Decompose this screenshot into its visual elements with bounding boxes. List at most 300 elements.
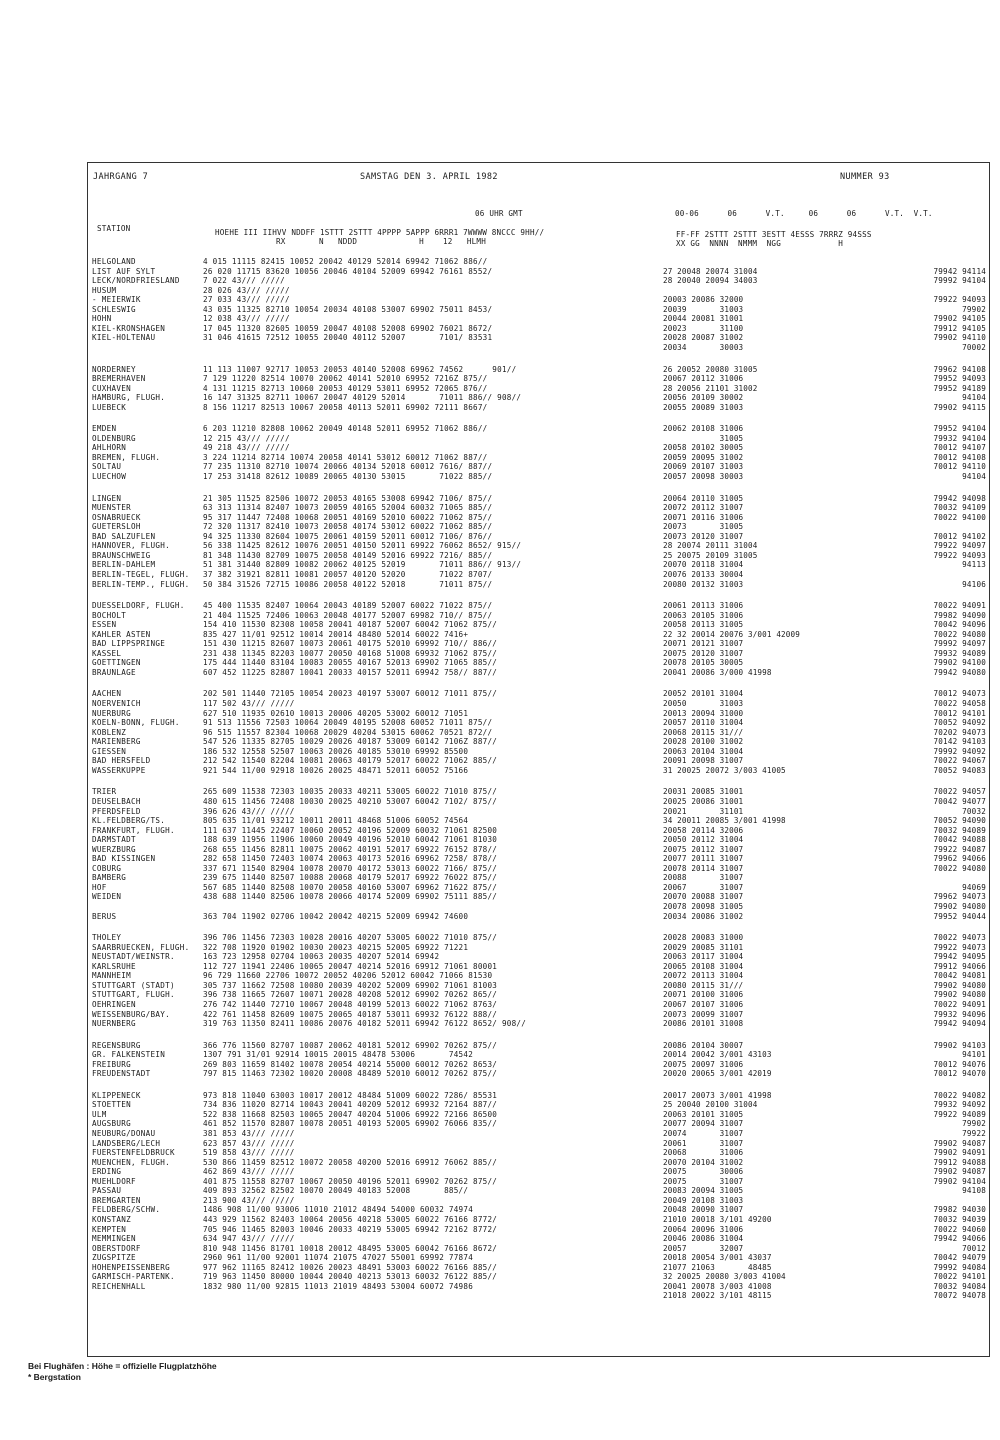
forecast-vt-codes: 70022 94091 xyxy=(933,601,986,611)
station-name: BREMEN, FLUGH. xyxy=(92,452,161,462)
station-name: HANNOVER, FLUGH. xyxy=(92,541,170,551)
observation-codes: 366 776 11560 82707 10087 20062 40181 52012 69902 70262 875// xyxy=(203,1040,498,1050)
observation-codes: 4 015 11115 82415 10052 20042 40129 52014 69942 71062 886// xyxy=(203,257,488,266)
station-name: FUERSTENFELDBRUCK xyxy=(92,1148,175,1158)
forecast-vt-codes: 70032 94084 xyxy=(933,1281,986,1291)
station-name: ULM xyxy=(92,1109,107,1119)
station-name: EMDEN xyxy=(92,424,117,434)
forecast-vt-codes: 70052 94083 xyxy=(933,765,986,775)
forecast-codes: 20057 20098 30003 xyxy=(663,472,744,481)
observation-codes: 396 706 11456 72303 10028 20016 40207 53005 60022 71010 875// xyxy=(203,933,498,943)
forecast-codes: 20058 20102 30005 xyxy=(663,443,744,453)
station-name: COBURG xyxy=(92,863,122,873)
forecast-vt-codes: 70022 94100 xyxy=(933,512,986,522)
station-name: OLDENBURG xyxy=(92,433,136,443)
station-name: TRIER xyxy=(92,787,117,797)
forecast-codes: 20075 31007 xyxy=(663,1176,744,1186)
forecast-vt-codes: 70012 94101 xyxy=(933,708,986,718)
observation-codes: 72 320 11317 82410 10073 20058 40174 53012 60022 71062 885// xyxy=(203,522,493,532)
forecast-vt-codes: 70022 94060 xyxy=(933,1224,986,1234)
forecast-time-header: 00-06 06 V.T. 06 06 V.T. V.T. xyxy=(675,209,933,218)
forecast-vt-codes: 70022 94058 xyxy=(933,699,986,708)
forecast-codes: 20067 31007 xyxy=(663,882,744,892)
observation-codes: 977 962 11165 82412 10026 20023 48491 53003 60022 76166 885// xyxy=(203,1262,498,1272)
forecast-vt-codes: 94106 xyxy=(962,579,986,589)
station-name: KAHLER ASTEN xyxy=(92,629,151,639)
observation-codes: 734 836 11020 82714 10043 20041 40209 52012 69932 72164 887// xyxy=(203,1100,498,1110)
forecast-vt-codes: 79962 94066 xyxy=(933,854,986,864)
date-label: SAMSTAG DEN 3. APRIL 1982 xyxy=(360,172,498,182)
observation-codes: 322 708 11920 01902 10030 20023 40215 52005 69922 71221 xyxy=(203,942,469,952)
forecast-codes: 20025 20086 31001 xyxy=(663,796,744,806)
forecast-vt-codes: 79952 94104 xyxy=(933,424,986,434)
station-name: HUSUM xyxy=(92,285,117,295)
forecast-codes: 20068 31006 xyxy=(663,1148,744,1158)
observation-codes: 547 526 11335 82705 10029 20026 40187 53009 60142 7106Z 887// xyxy=(203,737,498,747)
forecast-codes: 20063 20117 31004 xyxy=(663,952,744,962)
station-name: KIEL-HOLTENAU xyxy=(92,333,156,343)
observation-codes: 797 815 11463 72302 10020 20008 48489 52010 60012 70262 875// xyxy=(203,1069,498,1079)
observation-codes: 634 947 43/// ///// xyxy=(203,1234,295,1244)
observation-codes: 337 671 11540 82904 10078 20070 40172 53013 60022 7166/ 875// xyxy=(203,863,498,873)
observation-codes: 21 305 11525 82506 10072 20053 40165 53008 69942 7106/ 875// xyxy=(203,493,493,503)
forecast-vt-codes: 79902 94080 xyxy=(933,990,986,1000)
observation-codes: 56 338 11425 82612 10076 20051 40150 52011 69922 76062 8652/ 915// xyxy=(203,541,522,551)
footer-note-mountain: * Bergstation xyxy=(28,1372,81,1382)
observation-codes: 49 218 43/// ///// xyxy=(203,443,290,453)
forecast-codes: 20049 20108 31003 xyxy=(663,1195,744,1205)
station-name: STUTTGART (STADT) xyxy=(92,980,175,990)
forecast-codes: 20073 20099 31007 xyxy=(663,1009,744,1019)
observation-codes: 151 430 11215 82607 10073 20061 40175 52010 69992 710// 886// xyxy=(203,639,498,649)
forecast-vt-codes: 79942 94095 xyxy=(933,952,986,962)
forecast-vt-codes: 79912 94105 xyxy=(933,323,986,333)
station-name: MARIENBERG xyxy=(92,737,141,747)
forecast-vt-codes: 79902 94105 xyxy=(933,314,986,324)
observation-codes: 17 045 11320 82605 10059 20047 40108 52008 69902 76021 8672/ xyxy=(203,323,493,333)
forecast-codes: 20046 20086 31004 xyxy=(663,1234,744,1244)
footer-note-airports: Bei Flughäfen : Höhe = offizielle Flugplatzhöhe xyxy=(28,1361,217,1371)
forecast-codes: 20069 20107 31003 xyxy=(663,462,744,472)
forecast-vt-codes: 79922 94093 xyxy=(933,550,986,560)
forecast-codes: 20078 20114 31007 xyxy=(663,863,744,873)
forecast-vt-codes: 70022 94082 xyxy=(933,1090,986,1100)
observation-codes: 16 147 31325 82711 10067 20047 40129 52014 71011 886// 908// xyxy=(203,393,522,403)
forecast-codes: 20088 31007 xyxy=(663,873,744,883)
station-name: ZUGSPITZE xyxy=(92,1253,136,1263)
forecast-vt-codes: 70012 xyxy=(962,1243,986,1253)
forecast-codes: 20075 30006 xyxy=(663,1167,744,1177)
forecast-vt-codes: 94069 xyxy=(962,882,986,892)
station-name: HOF xyxy=(92,882,107,892)
observation-codes: 381 853 43/// ///// xyxy=(203,1129,295,1138)
forecast-codes: 20074 31007 xyxy=(663,1129,744,1138)
volume-label: JAHRGANG 7 xyxy=(93,172,149,182)
observation-codes: 95 317 11447 72408 10068 20051 40169 52010 60022 71062 875// xyxy=(203,512,493,522)
forecast-codes: 20061 20113 31006 xyxy=(663,601,744,611)
forecast-vt-codes: 79902 94091 xyxy=(933,1148,986,1158)
forecast-vt-codes: 79992 94104 xyxy=(933,276,986,286)
forecast-codes: 20075 20112 31007 xyxy=(663,844,744,854)
station-name: STOETTEN xyxy=(92,1100,131,1110)
station-name: KIEL-KRONSHAGEN xyxy=(92,323,166,333)
observation-codes: 27 033 43/// ///// xyxy=(203,295,290,305)
forecast-vt-codes: 79902 xyxy=(962,304,986,314)
forecast-codes: 20064 20096 31006 xyxy=(663,1224,744,1234)
forecast-vt-codes: 79902 xyxy=(962,1119,986,1129)
forecast-vt-codes: 70032 94039 xyxy=(933,1214,986,1224)
forecast-codes: 20077 20094 31007 xyxy=(663,1119,744,1129)
observation-codes: 26 020 11715 83620 10056 20046 40104 52009 69942 76161 8552/ xyxy=(203,266,493,276)
station-name: NOERVENICH xyxy=(92,699,141,708)
observation-codes: 480 615 11456 72408 10030 20025 40210 53007 60042 7102/ 875// xyxy=(203,796,498,806)
station-name: FREUDENSTADT xyxy=(92,1069,151,1079)
forecast-vt-codes: 70052 94092 xyxy=(933,718,986,728)
observation-codes: 45 400 11535 82407 10064 20043 40189 52007 60022 71022 875// xyxy=(203,601,493,611)
observation-codes: 276 742 11440 72710 10067 20048 40199 52013 60022 71062 8763/ xyxy=(203,999,498,1009)
station-name: NUERBURG xyxy=(92,708,131,718)
station-name: BERLIN-DAHLEM xyxy=(92,560,156,570)
forecast-codes: 20014 20042 3/001 43103 xyxy=(663,1050,772,1060)
station-name: BAD KISSINGEN xyxy=(92,854,156,864)
forecast-codes: 20086 20104 30007 xyxy=(663,1040,744,1050)
forecast-vt-codes: 70022 94073 xyxy=(933,933,986,943)
forecast-vt-codes: 79952 94189 xyxy=(933,383,986,393)
forecast-codes: 20050 31003 xyxy=(663,699,744,708)
forecast-vt-codes: 79992 94092 xyxy=(933,746,986,756)
forecast-vt-codes: 70012 94108 xyxy=(933,452,986,462)
station-name: SAARBRUECKEN, FLUGH. xyxy=(92,942,190,952)
forecast-vt-codes: 70042 94096 xyxy=(933,620,986,630)
forecast-codes: 20072 20113 31004 xyxy=(663,971,744,981)
forecast-codes: 20067 20112 31006 xyxy=(663,374,744,384)
forecast-codes: 21018 20022 3/101 48115 xyxy=(663,1291,772,1301)
observation-codes: 607 452 11225 82807 10041 20033 40157 52011 69942 758// 887// xyxy=(203,667,498,677)
observation-codes: 213 900 43/// ///// xyxy=(203,1195,295,1205)
forecast-vt-codes: 94104 xyxy=(962,393,986,403)
station-name: PFERDSFELD xyxy=(92,806,141,816)
forecast-codes: 20050 20112 31004 xyxy=(663,835,744,845)
observation-codes: 805 635 11/01 93212 10011 20011 48468 51006 60052 74564 xyxy=(203,816,469,826)
forecast-codes: 20044 20081 31001 xyxy=(663,314,744,324)
station-name: NUERNBERG xyxy=(92,1019,136,1029)
forecast-vt-codes: 70012 94070 xyxy=(933,1069,986,1079)
observation-codes: 921 544 11/00 92918 10026 20025 48471 52011 60052 75166 xyxy=(203,765,469,775)
observation-codes: 11 113 11007 92717 10053 20053 40140 52008 69962 74562 901// xyxy=(203,364,517,374)
station-column-header: STATION xyxy=(97,224,131,233)
forecast-vt-codes: 79952 94093 xyxy=(933,374,986,384)
station-name: FREIBURG xyxy=(92,1059,131,1069)
forecast-vt-codes: 79932 94089 xyxy=(933,648,986,658)
station-name: KONSTANZ xyxy=(92,1214,131,1224)
forecast-codes: 20077 20111 31007 xyxy=(663,854,744,864)
observation-codes: 31 046 41615 72512 10055 20040 40112 52007 7101/ 83531 xyxy=(203,333,493,343)
station-name: GR. FALKENSTEIN xyxy=(92,1050,166,1060)
forecast-codes: 20041 20086 3/000 41998 xyxy=(663,667,772,677)
forecast-vt-codes: 79902 94087 xyxy=(933,1167,986,1177)
forecast-codes: 20071 20121 31007 xyxy=(663,639,744,649)
observation-codes: 17 253 31418 82612 10089 20065 40130 53015 71022 885// xyxy=(203,472,493,481)
forecast-vt-codes: 79932 94104 xyxy=(933,433,986,443)
observation-codes: 154 410 11530 82308 10058 20041 40187 52007 60042 71062 875// xyxy=(203,620,498,630)
station-name: FELDBERG/SCHW. xyxy=(92,1205,161,1215)
observation-codes: 12 038 43/// ///// xyxy=(203,314,290,324)
forecast-vt-codes: 70022 94067 xyxy=(933,756,986,766)
station-name: BAMBERG xyxy=(92,873,127,883)
station-name: BAD SALZUFLEN xyxy=(92,531,156,541)
station-name: BRAUNLAGE xyxy=(92,667,136,677)
observation-codes: 305 737 11662 72508 10080 20039 40202 52009 69902 71061 81003 xyxy=(203,980,498,990)
station-name: HELGOLAND xyxy=(92,257,136,266)
observation-codes: 461 852 11570 82807 10078 20051 40193 52005 69902 76066 835// xyxy=(203,1119,498,1129)
forecast-vt-codes: 70032 xyxy=(962,806,986,816)
forecast-vt-codes: 79922 94073 xyxy=(933,942,986,952)
observation-codes: 519 858 43/// ///// xyxy=(203,1148,295,1158)
forecast-codes: 20048 20090 31007 xyxy=(663,1205,744,1215)
forecast-codes: 20071 20100 31006 xyxy=(663,990,744,1000)
forecast-codes: 20083 20094 31005 xyxy=(663,1186,744,1196)
forecast-vt-codes: 70022 94080 xyxy=(933,863,986,873)
station-name: SOLTAU xyxy=(92,462,122,472)
station-name: WEISSENBURG/BAY. xyxy=(92,1009,170,1019)
observation-codes: 401 875 11558 82707 10067 20050 40196 52011 69902 70262 875// xyxy=(203,1176,498,1186)
forecast-codes: 20052 20101 31004 xyxy=(663,689,744,699)
station-name: WUERZBURG xyxy=(92,844,136,854)
forecast-codes: 20073 31005 xyxy=(663,522,744,532)
observation-codes: 443 929 11562 82403 10064 20056 40218 53005 60022 76166 8772/ xyxy=(203,1214,498,1224)
forecast-codes: 20070 20104 31002 xyxy=(663,1157,744,1167)
obs-codes-header: HOEHE III IIHVV NDDFF 1STTT 2STTT 4PPPP 5APPP 6RRR1 7WWWW 8NCCC 9HH// xyxy=(215,228,545,237)
forecast-codes: 20057 32007 xyxy=(663,1243,744,1253)
observation-codes: 530 866 11459 82512 10072 20058 40200 52016 69912 76062 885// xyxy=(203,1157,498,1167)
observation-codes: 239 675 11440 82507 10088 20068 40179 52017 69922 76022 875// xyxy=(203,873,498,883)
station-name: LINGEN xyxy=(92,493,122,503)
forecast-vt-codes: 94101 xyxy=(962,1050,986,1060)
forecast-vt-codes: 70142 94103 xyxy=(933,737,986,747)
station-name: LUECHOW xyxy=(92,472,127,481)
observation-codes: 438 688 11440 82506 10078 20066 40174 52009 69902 75111 885// xyxy=(203,892,498,902)
forecast-vt-codes: 79902 94104 xyxy=(933,1176,986,1186)
forecast-codes: 31005 xyxy=(663,433,744,443)
station-name: GIESSEN xyxy=(92,746,127,756)
forecast-codes: 20028 20083 31000 xyxy=(663,933,744,943)
station-name: BREMERHAVEN xyxy=(92,374,146,384)
observation-codes: 3 224 11214 82714 10074 20058 40141 53012 60012 71062 887// xyxy=(203,452,488,462)
station-name: LECK/NORDFRIESLAND xyxy=(92,276,180,286)
station-name: KASSEL xyxy=(92,648,122,658)
forecast-vt-codes: 79952 94044 xyxy=(933,911,986,921)
forecast-vt-codes: 79942 94114 xyxy=(933,266,986,276)
forecast-vt-codes: 79922 94089 xyxy=(933,1109,986,1119)
observation-codes: 50 384 31526 72715 10086 20058 40122 52018 71011 875// xyxy=(203,579,493,589)
forecast-codes: 20061 31007 xyxy=(663,1138,744,1148)
forecast-codes: 20065 20108 31004 xyxy=(663,961,744,971)
observation-codes: 51 381 31440 82809 10082 20062 40125 52019 71011 886// 913// xyxy=(203,560,522,570)
observation-codes: 567 685 11440 82508 10070 20058 40160 53007 69962 71622 875// xyxy=(203,882,498,892)
station-name: AUGSBURG xyxy=(92,1119,131,1129)
station-name: AHLHORN xyxy=(92,443,127,453)
observation-codes: 6 203 11210 82808 10062 20049 40148 52011 69952 71062 886// xyxy=(203,424,488,434)
forecast-codes: 20086 20101 31008 xyxy=(663,1019,744,1029)
forecast-vt-codes: 79942 94098 xyxy=(933,493,986,503)
station-name: SCHLESWIG xyxy=(92,304,136,314)
station-name: AACHEN xyxy=(92,689,122,699)
forecast-codes: 26 20052 20080 31005 xyxy=(663,364,758,374)
forecast-codes: 20080 20115 31/// xyxy=(663,980,744,990)
observation-codes: 96 515 11557 82304 10068 20029 40204 53015 60062 70521 872// xyxy=(203,727,493,737)
forecast-vt-codes: 79942 94066 xyxy=(933,1234,986,1244)
observation-codes: 96 729 11660 22706 10072 20052 40206 52012 60042 71066 81530 xyxy=(203,971,493,981)
observation-codes: 268 655 11456 82811 10075 20062 40191 52017 69922 76152 878// xyxy=(203,844,498,854)
forecast-codes: 20073 20120 31007 xyxy=(663,531,744,541)
forecast-vt-codes: 70042 94081 xyxy=(933,971,986,981)
forecast-vt-codes: 79942 94080 xyxy=(933,667,986,677)
station-name: BAD HERSFELD xyxy=(92,756,151,766)
station-name: MUENCHEN, FLUGH. xyxy=(92,1157,170,1167)
forecast-codes: 20028 20100 31002 xyxy=(663,737,744,747)
station-name: ERDING xyxy=(92,1167,122,1177)
forecast-codes: 25 20075 20109 31005 xyxy=(663,550,758,560)
station-name: HOHN xyxy=(92,314,112,324)
observation-codes: 1832 980 11/00 92815 11013 21019 48493 53004 60072 74986 xyxy=(203,1281,474,1291)
observation-codes: 396 738 11665 72607 10071 20028 40208 52012 69902 70262 865// xyxy=(203,990,498,1000)
forecast-codes: 20018 20054 3/001 43037 xyxy=(663,1253,772,1263)
forecast-codes: 20013 20094 31000 xyxy=(663,708,744,718)
observation-codes: 212 542 11540 82204 10081 20063 40179 52017 60022 71062 885// xyxy=(203,756,498,766)
station-name: NEUSTADT/WEINSTR. xyxy=(92,952,175,962)
forecast-vt-codes: 70072 94078 xyxy=(933,1291,986,1301)
station-name: NEUBURG/DONAU xyxy=(92,1129,156,1138)
forecast-vt-codes: 79902 94103 xyxy=(933,1040,986,1050)
station-name: MANNHEIM xyxy=(92,971,131,981)
forecast-codes: 20078 20098 31005 xyxy=(663,902,744,911)
station-name: GUETERSLOH xyxy=(92,522,141,532)
station-name: MUEHLDORF xyxy=(92,1176,136,1186)
observation-codes: 63 313 11314 82407 10073 20059 40165 52004 60032 71065 885// xyxy=(203,503,493,513)
observation-codes: 188 639 11956 11906 10060 20049 40196 52010 60042 71061 81030 xyxy=(203,835,498,845)
observation-codes: 202 501 11440 72105 10054 20023 40197 53007 60012 71011 875// xyxy=(203,689,498,699)
forecast-vt-codes: 70022 94057 xyxy=(933,787,986,797)
forecast-codes: 20064 20110 31005 xyxy=(663,493,744,503)
observation-codes: 8 156 11217 82513 10067 20058 40113 52011 69902 72111 8667/ xyxy=(203,402,488,412)
station-name: STUTTGART, FLUGH. xyxy=(92,990,175,1000)
observation-codes: 422 761 11458 82609 10075 20065 40187 53011 69932 76122 888// xyxy=(203,1009,498,1019)
forecast-codes: 20039 31003 xyxy=(663,304,744,314)
station-name: DEUSELBACH xyxy=(92,796,141,806)
station-name: MEMMINGEN xyxy=(92,1234,136,1244)
observation-codes: 37 382 31921 82811 10081 20057 40120 52020 71022 8707/ xyxy=(203,569,493,579)
forecast-codes: 20058 20114 32006 xyxy=(663,825,744,835)
forecast-vt-codes: 79902 94100 xyxy=(933,658,986,668)
observation-codes: 111 637 11445 22407 10060 20052 40196 52009 60032 71061 82500 xyxy=(203,825,498,835)
forecast-vt-codes: 79912 94066 xyxy=(933,961,986,971)
observation-codes: 319 763 11350 82411 10086 20076 40182 52011 69942 76122 8652/ 908// xyxy=(203,1019,527,1029)
observation-codes: 265 609 11538 72303 10035 20033 40211 53005 60022 71010 875// xyxy=(203,787,498,797)
forecast-codes: 28 20040 20094 34003 xyxy=(663,276,758,286)
forecast-vt-codes: 79902 94110 xyxy=(933,333,986,343)
forecast-vt-codes: 79982 94030 xyxy=(933,1205,986,1215)
forecast-vt-codes: 70032 94109 xyxy=(933,503,986,513)
forecast-codes: 20063 20105 31006 xyxy=(663,610,744,620)
observation-codes: 623 857 43/// ///// xyxy=(203,1138,295,1148)
forecast-codes: 25 20040 20100 31004 xyxy=(663,1100,758,1110)
observation-codes: 77 235 11310 82710 10074 20066 40134 52018 60012 7616/ 887// xyxy=(203,462,493,472)
forecast-codes: 20003 20086 32000 xyxy=(663,295,744,305)
forecast-vt-codes: 79962 94073 xyxy=(933,892,986,902)
station-name: REGENSBURG xyxy=(92,1040,141,1050)
forecast-subheader: XX GG NNNN NMMM NGG H xyxy=(676,239,844,248)
obs-time-header: 06 UHR GMT xyxy=(475,209,523,218)
station-name: BAD LIPPSPRINGE xyxy=(92,639,166,649)
forecast-vt-codes: 79992 94097 xyxy=(933,639,986,649)
forecast-vt-codes: 79902 94080 xyxy=(933,902,986,911)
forecast-vt-codes: 70012 94110 xyxy=(933,462,986,472)
forecast-codes: 20041 20078 3/003 41008 xyxy=(663,1281,772,1291)
forecast-vt-codes: 70042 94077 xyxy=(933,796,986,806)
forecast-codes: 20071 20116 31006 xyxy=(663,512,744,522)
station-name: DUESSELDORF, FLUGH. xyxy=(92,601,185,611)
observation-codes: 282 658 11450 72403 10074 20063 40173 52016 69962 7258/ 878// xyxy=(203,854,498,864)
forecast-codes: 20070 20118 31004 xyxy=(663,560,744,570)
station-name: ESSEN xyxy=(92,620,117,630)
station-name: DARMSTADT xyxy=(92,835,136,845)
observation-codes: 21 404 11525 72406 10063 20048 40177 52007 69982 710// 875// xyxy=(203,610,493,620)
forecast-codes: 20063 20101 31005 xyxy=(663,1109,744,1119)
observation-codes: 7 022 43/// ///// xyxy=(203,276,285,286)
station-name: KOELN-BONN, FLUGH. xyxy=(92,718,180,728)
forecast-codes: 20029 20085 31101 xyxy=(663,942,744,952)
forecast-vt-codes: 79922 xyxy=(962,1129,986,1138)
forecast-codes: 20021 31101 xyxy=(663,806,744,816)
observation-codes: 396 626 43/// ///// xyxy=(203,806,295,816)
observation-codes: 43 035 11325 82710 10054 20034 40108 53007 69902 75011 8453/ xyxy=(203,304,493,314)
station-name: LANDSBERG/LECH xyxy=(92,1138,161,1148)
forecast-codes: 20068 20115 31/// xyxy=(663,727,744,737)
forecast-vt-codes: 70022 94080 xyxy=(933,629,986,639)
forecast-vt-codes: 70002 xyxy=(962,342,986,352)
forecast-codes: 28 20074 20111 31004 xyxy=(663,541,758,551)
forecast-vt-codes: 79962 94108 xyxy=(933,364,986,374)
forecast-vt-codes: 70052 94090 xyxy=(933,816,986,826)
station-name: KEMPTEN xyxy=(92,1224,127,1234)
forecast-vt-codes: 79922 94097 xyxy=(933,541,986,551)
forecast-vt-codes: 70032 94089 xyxy=(933,825,986,835)
station-name: THOLEY xyxy=(92,933,122,943)
forecast-codes: 27 20048 20074 31004 xyxy=(663,266,758,276)
station-name: WEIDEN xyxy=(92,892,122,902)
station-name: CUXHAVEN xyxy=(92,383,131,393)
station-name: BERUS xyxy=(92,911,117,921)
forecast-codes: 20055 20089 31003 xyxy=(663,402,744,412)
forecast-vt-codes: 79922 94087 xyxy=(933,844,986,854)
station-name: KARLSRUHE xyxy=(92,961,136,971)
station-name: BREMGARTEN xyxy=(92,1195,141,1205)
forecast-vt-codes: 79922 94093 xyxy=(933,295,986,305)
observation-codes: 810 948 11456 81701 10018 20012 48495 53005 60042 76166 8672/ xyxy=(203,1243,498,1253)
station-name: HOHENPEISSENBERG xyxy=(92,1262,170,1272)
forecast-vt-codes: 79912 94088 xyxy=(933,1157,986,1167)
forecast-codes: 22 32 20014 20076 3/001 42009 xyxy=(663,629,800,639)
observation-codes: 163 723 12958 02704 10063 20035 40207 52014 69942 xyxy=(203,952,440,962)
forecast-vt-codes: 94104 xyxy=(962,472,986,481)
station-name: REICHENHALL xyxy=(92,1281,146,1291)
forecast-codes-header: FF-FF 2STTT 2STTT 3ESTT 4ESSS 7RRRZ 94SSS xyxy=(676,230,872,239)
forecast-vt-codes: 79902 94115 xyxy=(933,402,986,412)
forecast-vt-codes: 79932 94096 xyxy=(933,1009,986,1019)
observation-codes: 186 532 12558 52507 10063 20026 40185 53010 69992 85500 xyxy=(203,746,469,756)
forecast-codes: 21077 21063 48485 xyxy=(663,1262,772,1272)
forecast-codes: 31 20025 20072 3/003 41005 xyxy=(663,765,786,775)
